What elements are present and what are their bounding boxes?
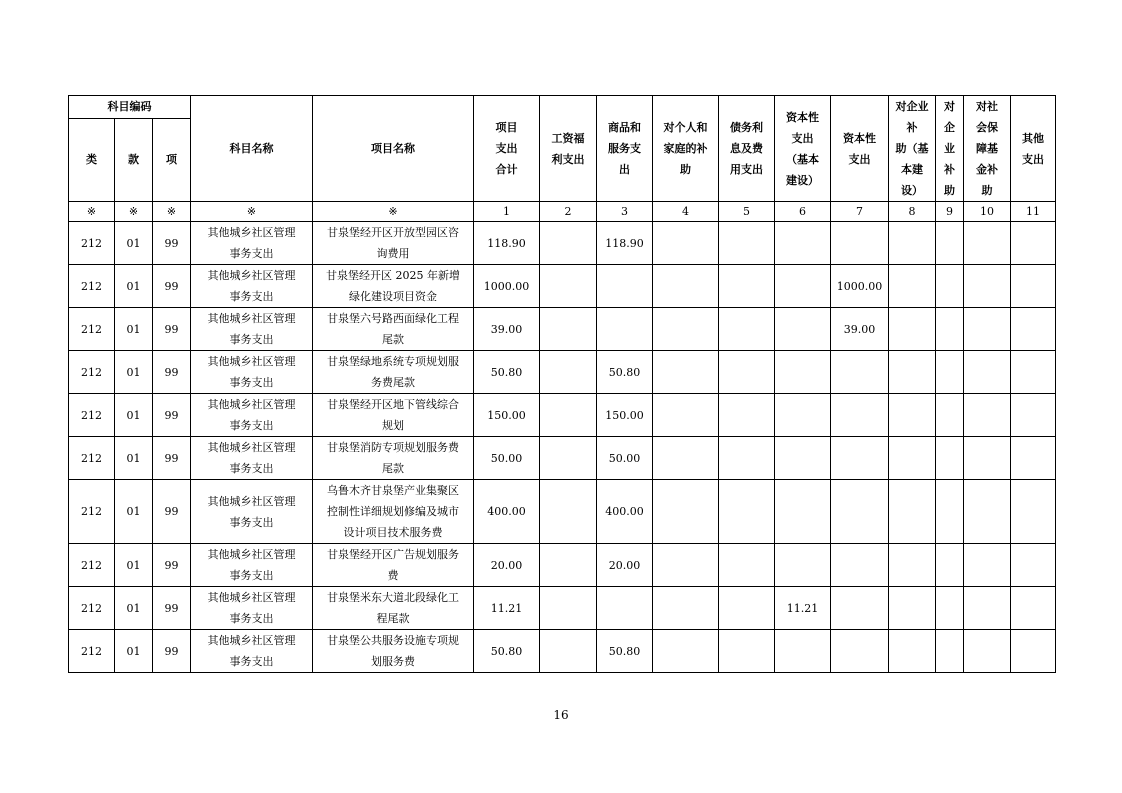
table-row [69,587,1056,630]
amount-cell [964,222,1011,265]
column-index-cell: 9 [936,202,964,222]
amount-cell [719,480,775,544]
amount-cell [540,308,597,351]
project-name-cell: 甘泉堡经开区广告规划服务 费 [313,544,474,587]
col-header-5: 债务利 息及费 用支出 [719,96,775,202]
amount-cell: 50.80 [597,630,653,673]
amount-cell [936,265,964,308]
lei-cell: 212 [69,437,115,480]
column-index-cell: 7 [831,202,889,222]
amount-cell [1011,222,1056,265]
col-header-3: 商品和 服务支 出 [597,96,653,202]
amount-cell [540,394,597,437]
kuan-cell: 01 [115,480,153,544]
amount-cell [936,544,964,587]
amount-cell [964,437,1011,480]
project-name-cell: 乌鲁木齐甘泉堡产业集聚区 控制性详细规划修编及城市 设计项目技术服务费 [313,480,474,544]
amount-cell: 50.00 [474,437,540,480]
column-index-cell: 10 [964,202,1011,222]
amount-cell: 150.00 [597,394,653,437]
amount-cell [1011,265,1056,308]
subject-name-cell: 其他城乡社区管理 事务支出 [191,544,313,587]
amount-cell [889,544,936,587]
column-index-cell: 6 [775,202,831,222]
budget-table [68,95,1056,673]
column-index-cell: ※ [191,202,313,222]
amount-cell [889,437,936,480]
amount-cell [936,308,964,351]
column-index-cell: ※ [153,202,191,222]
project-name-cell: 甘泉堡经开区开放型园区咨 询费用 [313,222,474,265]
amount-cell [831,437,889,480]
xiang-cell: 99 [153,437,191,480]
amount-cell [775,394,831,437]
amount-cell [1011,394,1056,437]
amount-cell [540,222,597,265]
project-name-cell: 甘泉堡消防专项规划服务费 尾款 [313,437,474,480]
col-header-10: 对社 会保 障基 金补 助 [964,96,1011,202]
amount-cell [653,265,719,308]
amount-cell: 39.00 [831,308,889,351]
amount-cell: 1000.00 [474,265,540,308]
table-body [69,222,1056,673]
table-row [69,480,1056,544]
kuan-cell: 01 [115,630,153,673]
amount-cell [775,544,831,587]
xiang-cell: 99 [153,544,191,587]
kuan-cell: 01 [115,222,153,265]
amount-cell: 20.00 [597,544,653,587]
kuan-cell: 01 [115,308,153,351]
kuan-cell: 01 [115,587,153,630]
amount-cell [964,480,1011,544]
amount-cell [936,351,964,394]
amount-cell: 20.00 [474,544,540,587]
amount-cell [1011,437,1056,480]
table-row [69,437,1056,480]
amount-cell: 50.80 [474,630,540,673]
amount-cell [964,544,1011,587]
column-index-cell: 1 [474,202,540,222]
col-header-6: 资本性 支出 （基本 建设） [775,96,831,202]
amount-cell [889,222,936,265]
subject-name-cell: 其他城乡社区管理 事务支出 [191,308,313,351]
amount-cell [540,630,597,673]
project-name-cell: 甘泉堡公共服务设施专项规 划服务费 [313,630,474,673]
amount-cell [1011,544,1056,587]
amount-cell [540,544,597,587]
amount-cell [831,544,889,587]
col-header-9: 对 企 业 补 助 [936,96,964,202]
column-index-cell: ※ [115,202,153,222]
amount-cell [1011,480,1056,544]
amount-cell [719,265,775,308]
col-header-11: 其他 支出 [1011,96,1056,202]
amount-cell [889,265,936,308]
amount-cell: 1000.00 [831,265,889,308]
amount-cell: 150.00 [474,394,540,437]
subject-name-cell: 其他城乡社区管理 事务支出 [191,437,313,480]
col-header-8: 对企业补 助（基 本建 设） [889,96,936,202]
amount-cell: 400.00 [597,480,653,544]
amount-cell [653,351,719,394]
amount-cell [889,480,936,544]
amount-cell [653,437,719,480]
amount-cell [775,265,831,308]
project-name-cell: 甘泉堡经开区地下管线综合 规划 [313,394,474,437]
subject-name-cell: 其他城乡社区管理 事务支出 [191,630,313,673]
amount-cell [540,480,597,544]
amount-cell [1011,587,1056,630]
amount-cell [597,265,653,308]
subject-name-cell: 其他城乡社区管理 事务支出 [191,351,313,394]
amount-cell: 118.90 [597,222,653,265]
amount-cell [889,351,936,394]
amount-cell [540,351,597,394]
amount-cell: 11.21 [474,587,540,630]
project-name-cell: 甘泉堡经开区 2025 年新增 绿化建设项目资金 [313,265,474,308]
table-row [69,351,1056,394]
amount-cell [719,308,775,351]
amount-cell [653,630,719,673]
amount-cell [719,222,775,265]
amount-cell [1011,351,1056,394]
amount-cell [964,308,1011,351]
column-index-cell: 3 [597,202,653,222]
page-number: 16 [553,708,569,722]
amount-cell [597,308,653,351]
amount-cell [1011,308,1056,351]
lei-cell: 212 [69,222,115,265]
table-row [69,222,1056,265]
col-header-7: 资本性 支出 [831,96,889,202]
amount-cell [889,394,936,437]
table-row [69,308,1056,351]
amount-cell [889,587,936,630]
amount-cell: 50.80 [597,351,653,394]
amount-cell: 400.00 [474,480,540,544]
project-name-cell: 甘泉堡绿地系统专项规划服 务费尾款 [313,351,474,394]
amount-cell: 11.21 [775,587,831,630]
lei-cell: 212 [69,544,115,587]
subject-name-cell: 其他城乡社区管理 事务支出 [191,394,313,437]
table-row [69,394,1056,437]
amount-cell [936,437,964,480]
project-name-header: 项目名称 [313,96,474,202]
amount-cell [719,351,775,394]
column-index-cell: 4 [653,202,719,222]
amount-cell [719,544,775,587]
amount-cell [889,308,936,351]
lei-header: 类 [69,118,115,201]
kuan-header: 款 [115,118,153,201]
xiang-cell: 99 [153,630,191,673]
amount-cell [964,394,1011,437]
amount-cell [653,544,719,587]
column-index-cell: 5 [719,202,775,222]
amount-cell [775,308,831,351]
table-row [69,630,1056,673]
amount-cell [775,222,831,265]
amount-cell [719,394,775,437]
amount-cell [540,587,597,630]
lei-cell: 212 [69,308,115,351]
kuan-cell: 01 [115,265,153,308]
table-header [69,96,1056,222]
amount-cell [831,222,889,265]
subject-name-cell: 其他城乡社区管理 事务支出 [191,480,313,544]
amount-cell [936,630,964,673]
amount-cell [964,351,1011,394]
amount-cell [964,587,1011,630]
lei-cell: 212 [69,394,115,437]
lei-cell: 212 [69,630,115,673]
amount-cell [936,480,964,544]
amount-cell [775,630,831,673]
amount-cell [775,437,831,480]
amount-cell [964,630,1011,673]
amount-cell [597,587,653,630]
xiang-cell: 99 [153,265,191,308]
kuan-cell: 01 [115,544,153,587]
amount-cell [653,480,719,544]
lei-cell: 212 [69,351,115,394]
table-row [69,544,1056,587]
column-index-cell: ※ [313,202,474,222]
subject-name-header: 科目名称 [191,96,313,202]
table-row [69,265,1056,308]
col-header-1: 项目 支出 合计 [474,96,540,202]
amount-cell [936,222,964,265]
column-index-row [69,202,1056,222]
kuan-cell: 01 [115,437,153,480]
column-index-cell: 11 [1011,202,1056,222]
amount-cell: 50.00 [597,437,653,480]
lei-cell: 212 [69,480,115,544]
kuan-cell: 01 [115,351,153,394]
column-index-cell: ※ [69,202,115,222]
amount-cell [831,480,889,544]
amount-cell [540,265,597,308]
lei-cell: 212 [69,587,115,630]
xiang-header: 项 [153,118,191,201]
kuan-cell: 01 [115,394,153,437]
subject-name-cell: 其他城乡社区管理 事务支出 [191,587,313,630]
amount-cell [719,437,775,480]
xiang-cell: 99 [153,480,191,544]
amount-cell [889,630,936,673]
amount-cell: 118.90 [474,222,540,265]
col-header-4: 对个人和 家庭的补 助 [653,96,719,202]
col-header-2: 工资福 利支出 [540,96,597,202]
amount-cell [719,630,775,673]
code-group-header: 科目编码 [69,96,191,119]
amount-cell [653,587,719,630]
amount-cell [831,351,889,394]
amount-cell [775,351,831,394]
amount-cell [653,394,719,437]
amount-cell [831,587,889,630]
xiang-cell: 99 [153,308,191,351]
project-name-cell: 甘泉堡米东大道北段绿化工 程尾款 [313,587,474,630]
amount-cell [653,222,719,265]
lei-cell: 212 [69,265,115,308]
xiang-cell: 99 [153,222,191,265]
xiang-cell: 99 [153,587,191,630]
column-index-cell: 8 [889,202,936,222]
amount-cell [653,308,719,351]
amount-cell: 50.80 [474,351,540,394]
column-index-cell: 2 [540,202,597,222]
subject-name-cell: 其他城乡社区管理 事务支出 [191,265,313,308]
amount-cell [936,394,964,437]
amount-cell [719,587,775,630]
xiang-cell: 99 [153,351,191,394]
amount-cell [964,265,1011,308]
xiang-cell: 99 [153,394,191,437]
amount-cell [540,437,597,480]
amount-cell [936,587,964,630]
amount-cell [775,480,831,544]
amount-cell [831,394,889,437]
subject-name-cell: 其他城乡社区管理 事务支出 [191,222,313,265]
amount-cell: 39.00 [474,308,540,351]
amount-cell [831,630,889,673]
project-name-cell: 甘泉堡六号路西面绿化工程 尾款 [313,308,474,351]
amount-cell [1011,630,1056,673]
